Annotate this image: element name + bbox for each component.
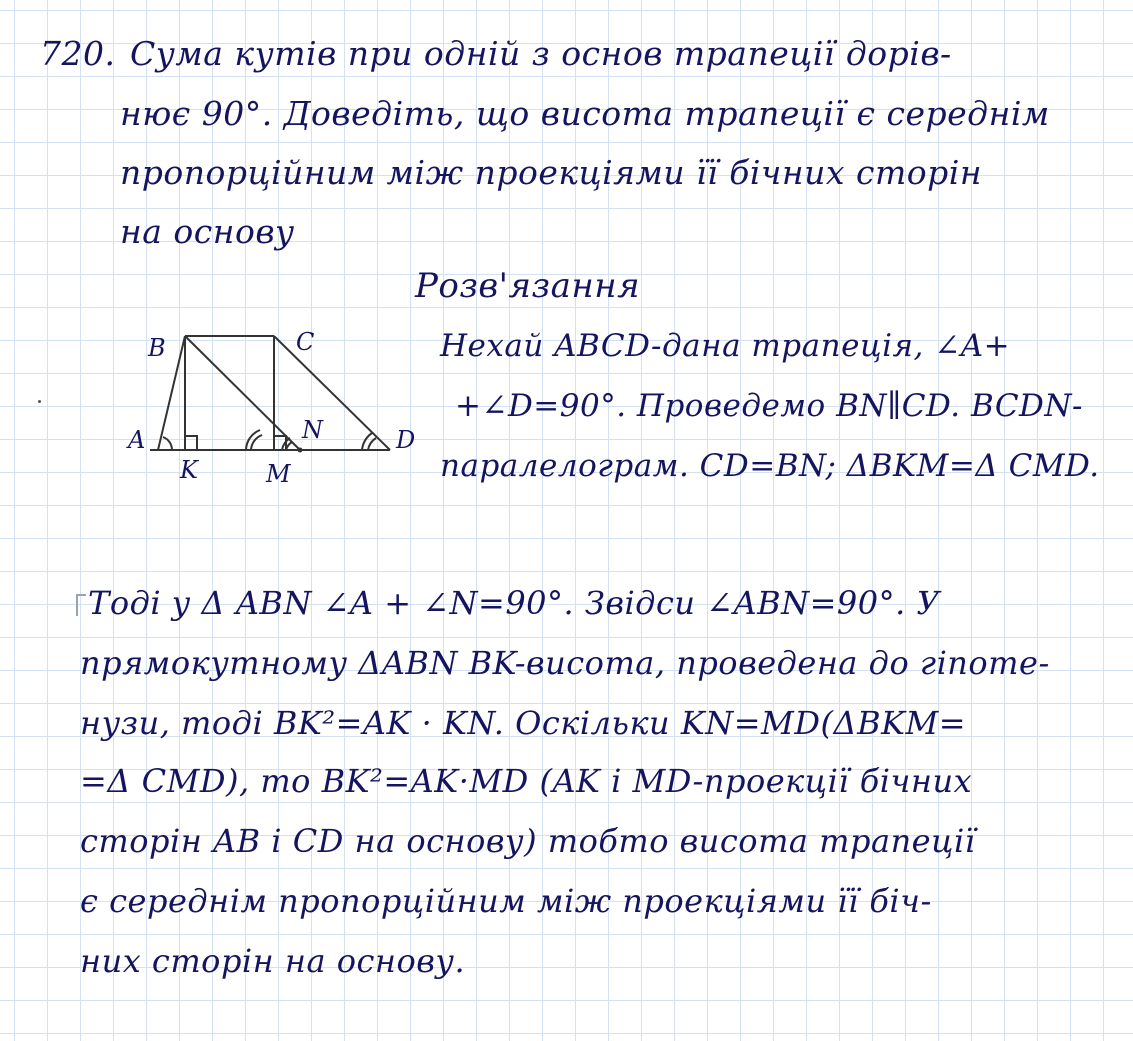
label-M: M [266,460,291,488]
problem-line-2: нює 90°. Доведіть, що висота трапеції є середнім [120,94,1050,133]
label-C: C [296,328,315,356]
angle-arc-A [163,437,172,450]
proof-line-5: сторін AB і CD на основу) тобто висота трапеції [80,822,976,860]
label-A: A [128,426,146,454]
proof-line-7: них сторін на основу. [80,942,466,980]
problem-line-4: на основу [120,212,295,251]
solution-line-2: +∠D=90°. Проведемо BN∥CD. BCDN- [455,388,1084,424]
margin-bracket [76,594,86,616]
proof-line-1: Тоді у Δ ABN ∠A + ∠N=90°. Звідси ∠ABN=90°. У [88,584,941,622]
label-K: K [180,456,198,484]
right-angle-K [185,436,197,450]
problem-number: 720. [40,34,116,73]
trapezoid-diagram [110,320,430,500]
angle-arc-M [246,430,260,450]
problem-line-1: Сума кутів при одній з основ трапеції дорів- [130,34,952,73]
proof-line-3: нузи, тоді BK²=AK · KN. Оскільки KN=MD(ΔBKM= [80,704,967,742]
solution-line-3: паралелограм. CD=BN; ΔBKM=Δ CMD. [440,448,1100,484]
label-D: D [396,426,416,454]
angle-arc-D [362,433,372,450]
proof-line-6: є середнім пропорційним між проекціями її біч- [80,882,932,920]
solution-heading: Розв'язання [415,266,641,306]
label-N: N [302,416,323,444]
solution-line-1: Нехай ABCD-дана трапеція, ∠A+ [440,328,1011,364]
proof-line-2: прямокутному ΔABN BK-висота, проведена до гіпоте- [80,644,1050,682]
proof-line-4: =Δ CMD), то BK²=AK·MD (AK і MD-проекції бічних [80,762,973,800]
label-B: B [148,334,166,362]
ink-dot [38,400,41,403]
point-N [298,448,303,453]
side-CD [274,336,390,450]
segment-BN [185,336,300,450]
angle-arc-D-2 [368,438,376,450]
problem-line-3: пропорційним між проекціями її бічних сторін [120,153,983,192]
angle-arc-M-2 [251,435,262,450]
